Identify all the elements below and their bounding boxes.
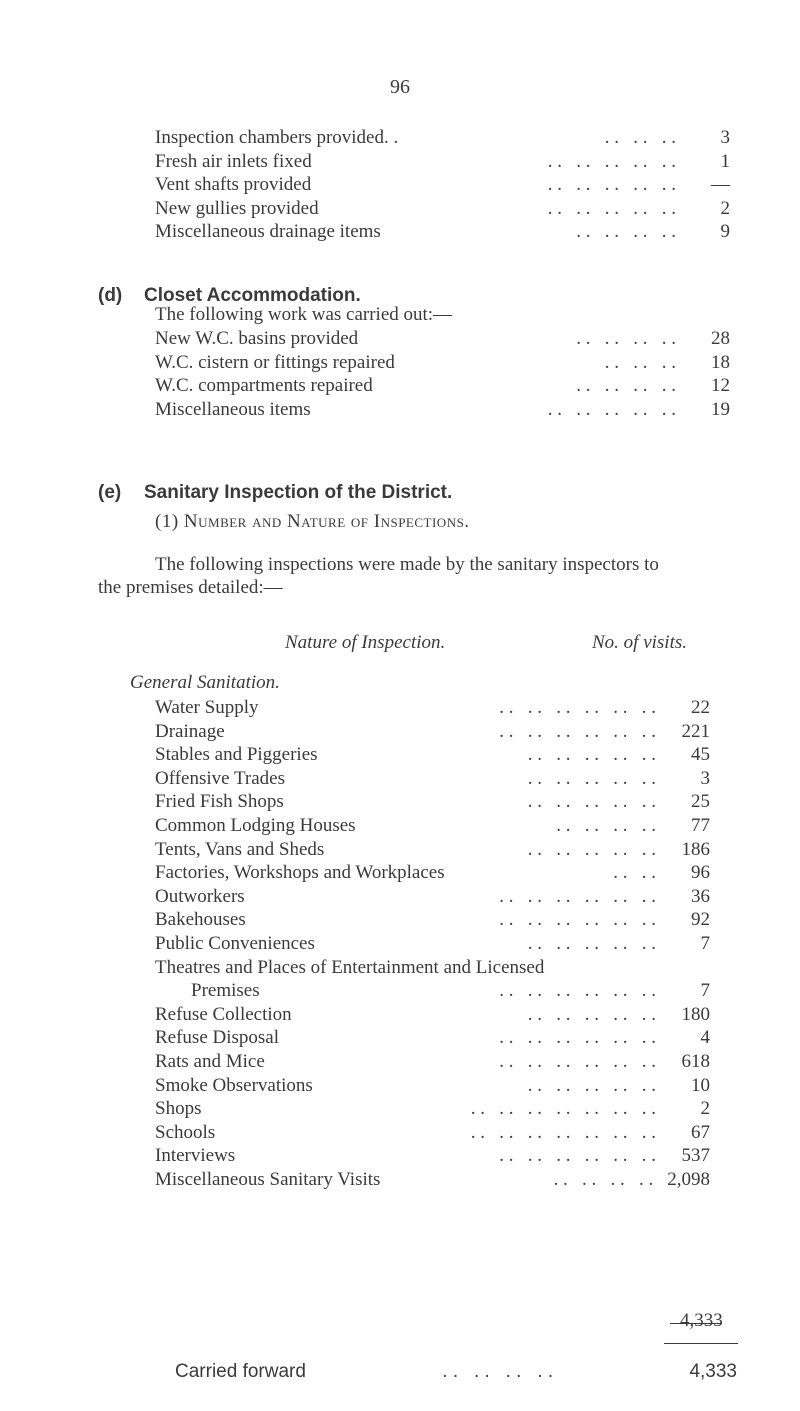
inspection-label: Smoke Observations — [155, 1074, 313, 1096]
closet-item-label: New W.C. basins provided — [155, 328, 359, 349]
inspection-leader-dots: . . . . . . . . . . — [527, 1074, 656, 1096]
inspection-value: 25 — [691, 791, 710, 813]
inspection-row — [155, 908, 710, 932]
drainage-item-row — [155, 126, 730, 150]
inspection-leader-dots: . . . . . . . . — [556, 814, 656, 836]
inspection-value: 2,098 — [667, 1168, 710, 1190]
inspection-row — [155, 956, 710, 980]
drainage-item-leader-dots: . . . . . . . . — [576, 221, 676, 242]
drainage-item-leader-dots: . . . . . . . . . . — [547, 150, 676, 172]
inspection-leader-dots: . . . . . . . . . . — [527, 791, 656, 813]
inspection-row — [155, 1168, 710, 1192]
closet-list — [155, 327, 730, 421]
inspection-label: Water Supply — [155, 697, 259, 718]
inspection-leader-dots: . . . . . . . . . . . . — [499, 720, 656, 742]
inspection-value: 92 — [691, 909, 710, 931]
inspection-leader-dots: . . . . . . . . . . — [527, 838, 656, 860]
carried-forward-label: Carried forward — [175, 1361, 306, 1382]
inspection-value — [670, 956, 710, 980]
inspection-label: Common Lodging Houses — [155, 814, 356, 836]
drainage-list — [155, 126, 730, 244]
column-heading-nature: Nature of Inspection. — [285, 632, 446, 653]
closet-item-leader-dots: . . . . . . . . — [576, 328, 676, 349]
inspection-row — [155, 1097, 710, 1121]
inspection-label: Offensive Trades — [155, 767, 286, 789]
inspection-leader-dots: . . . . . . . . . . . . — [499, 1027, 656, 1049]
drainage-item-row — [155, 197, 730, 221]
carried-forward-value: 4,333 — [689, 1361, 737, 1382]
inspection-label: Bakehouses — [155, 909, 246, 931]
inspection-value: 186 — [681, 838, 710, 860]
inspection-leader-dots: . . . . . . . . . . . . — [499, 885, 656, 907]
drainage-item-leader-dots: . . . . . . — [604, 127, 676, 148]
inspection-label: Drainage — [155, 720, 225, 742]
inspection-leader-dots — [544, 956, 670, 980]
inspection-row — [155, 1144, 710, 1168]
inspection-leader-dots: . . . . . . . . . . . . — [499, 980, 656, 1002]
inspection-leader-dots: . . . . . . . . . . . . — [499, 909, 656, 931]
inspection-label: Theatres and Places of Entertainment and Licensed — [155, 956, 545, 978]
inspection-value: 96 — [691, 862, 710, 884]
drainage-item-label: New gullies provided — [155, 197, 319, 219]
drainage-item-value: 1 — [720, 150, 730, 172]
closet-item-value: 12 — [711, 375, 730, 396]
inspection-leader-dots: . . . . . . . . . . — [527, 932, 656, 954]
inspection-leader-dots: . . . . . . . . . . . . . . — [470, 1121, 656, 1143]
inspection-label: Shops — [155, 1098, 202, 1120]
drainage-item-value: 9 — [720, 221, 730, 242]
drainage-item-leader-dots: . . . . . . . . . . — [547, 174, 676, 195]
inspection-leader-dots: . . . . — [613, 862, 656, 884]
inspection-value: 2 — [700, 1098, 710, 1120]
closet-item-row — [155, 327, 730, 351]
para-line-1: The following inspections were made by the sanitary inspectors to — [155, 554, 659, 575]
carried-forward-row — [175, 1361, 737, 1383]
inspection-row — [155, 1026, 710, 1050]
closet-item-label: W.C. cistern or fittings repaired — [155, 351, 395, 373]
inspection-label: Interviews — [155, 1145, 236, 1167]
drainage-item-label: Fresh air inlets fixed — [155, 150, 312, 172]
inspection-value: 36 — [691, 885, 710, 907]
inspection-value: 45 — [691, 744, 710, 766]
inspection-row — [155, 1050, 710, 1074]
inspection-label: Refuse Collection — [155, 1003, 292, 1025]
inspection-leader-dots: . . . . . . . . . . . . — [499, 1145, 656, 1167]
section-d-intro: The following work was carried out:— — [155, 304, 453, 325]
drainage-item-leader-dots: . . . . . . . . . . — [547, 197, 676, 219]
inspection-value: 22 — [691, 697, 710, 718]
section-e-title: Sanitary Inspection of the District. — [144, 482, 453, 503]
closet-item-label: W.C. compartments repaired — [155, 375, 373, 396]
inspection-value: 618 — [681, 1050, 710, 1072]
inspection-leader-dots: . . . . . . . . . . . . — [499, 697, 656, 718]
inspection-value: 7 — [700, 932, 710, 954]
closet-item-leader-dots: . . . . . . . . — [576, 375, 676, 396]
section-d-title: Closet Accommodation. — [144, 285, 361, 306]
closet-item-row — [155, 398, 730, 422]
inspection-label: Public Conveniences — [155, 932, 315, 954]
total-rule — [664, 1343, 738, 1344]
total-visits: 4,333 — [680, 1310, 723, 1331]
inspection-row — [155, 885, 710, 909]
inspection-row — [155, 767, 710, 791]
inspection-label: Fried Fish Shops — [155, 791, 284, 813]
page-number: 96 — [390, 76, 410, 98]
inspection-label: Stables and Piggeries — [155, 744, 318, 766]
inspection-label: Miscellaneous Sanitary Visits — [155, 1168, 381, 1190]
group-heading: General Sanitation. — [130, 672, 280, 693]
inspection-value: 10 — [691, 1074, 710, 1096]
drainage-item-value: 3 — [720, 127, 730, 148]
inspection-label: Outworkers — [155, 885, 245, 907]
inspection-list — [155, 696, 710, 1191]
closet-item-row — [155, 374, 730, 398]
drainage-item-value: — — [711, 174, 730, 195]
closet-item-value: 18 — [711, 351, 730, 373]
inspection-value: 4 — [700, 1027, 710, 1049]
inspection-row — [155, 1074, 710, 1098]
para-line-2: the premises detailed:— — [98, 577, 283, 598]
inspection-value: 7 — [700, 980, 710, 1002]
inspection-leader-dots: . . . . . . . . — [553, 1168, 654, 1190]
inspection-row — [155, 696, 710, 720]
inspection-row — [155, 979, 710, 1003]
inspection-value: 3 — [700, 767, 710, 789]
column-heading-visits: No. of visits. — [592, 632, 688, 653]
inspection-row — [155, 790, 710, 814]
closet-item-value: 28 — [711, 328, 730, 349]
section-e-paragraph — [98, 553, 740, 599]
inspection-value: 77 — [691, 814, 710, 836]
inspection-row — [155, 720, 710, 744]
section-e-heading — [98, 482, 452, 504]
carried-forward-dots: . . . . . . . . — [442, 1361, 554, 1382]
drainage-item-row — [155, 173, 730, 197]
inspection-leader-dots: . . . . . . . . . . . . . . — [470, 1098, 656, 1120]
inspection-leader-dots: . . . . . . . . . . — [527, 1003, 656, 1025]
inspection-label: Factories, Workshops and Workplaces — [155, 862, 445, 884]
inspection-row — [155, 932, 710, 956]
inspection-value: 180 — [681, 1003, 710, 1025]
section-d-letter: (d) — [98, 285, 123, 306]
inspection-leader-dots: . . . . . . . . . . . . — [499, 1050, 656, 1072]
inspection-row — [155, 1003, 710, 1027]
inspection-label: Tents, Vans and Sheds — [155, 838, 325, 860]
inspection-value: 537 — [681, 1145, 710, 1167]
drainage-item-row — [155, 220, 730, 244]
inspection-row — [155, 861, 710, 885]
closet-item-row — [155, 351, 730, 375]
section-e-subheading: (1) Number and Nature of Inspections. — [155, 511, 470, 532]
drainage-item-value: 2 — [720, 197, 730, 219]
closet-item-leader-dots: . . . . . . . . . . — [547, 398, 676, 420]
closet-item-value: 19 — [711, 398, 730, 420]
inspection-row — [155, 814, 710, 838]
section-e-letter: (e) — [98, 482, 122, 503]
drainage-item-row — [155, 150, 730, 174]
inspection-leader-dots: . . . . . . . . . . — [527, 767, 656, 789]
inspection-row — [155, 743, 710, 767]
inspection-label: Schools — [155, 1121, 216, 1143]
inspection-leader-dots: . . . . . . . . . . — [527, 744, 656, 766]
inspection-row — [155, 1121, 710, 1145]
inspection-row — [155, 838, 710, 862]
inspection-label: Premises — [191, 980, 260, 1002]
drainage-item-label: Vent shafts provided — [155, 174, 312, 195]
inspection-value: 67 — [691, 1121, 710, 1143]
closet-item-label: Miscellaneous items — [155, 398, 311, 420]
closet-item-leader-dots: . . . . . . — [604, 351, 676, 373]
inspection-label: Refuse Disposal — [155, 1027, 280, 1049]
drainage-item-label: Inspection chambers provided. . — [155, 127, 399, 148]
inspection-label: Rats and Mice — [155, 1050, 265, 1072]
drainage-item-label: Miscellaneous drainage items — [155, 221, 381, 242]
inspection-value: 221 — [681, 720, 710, 742]
